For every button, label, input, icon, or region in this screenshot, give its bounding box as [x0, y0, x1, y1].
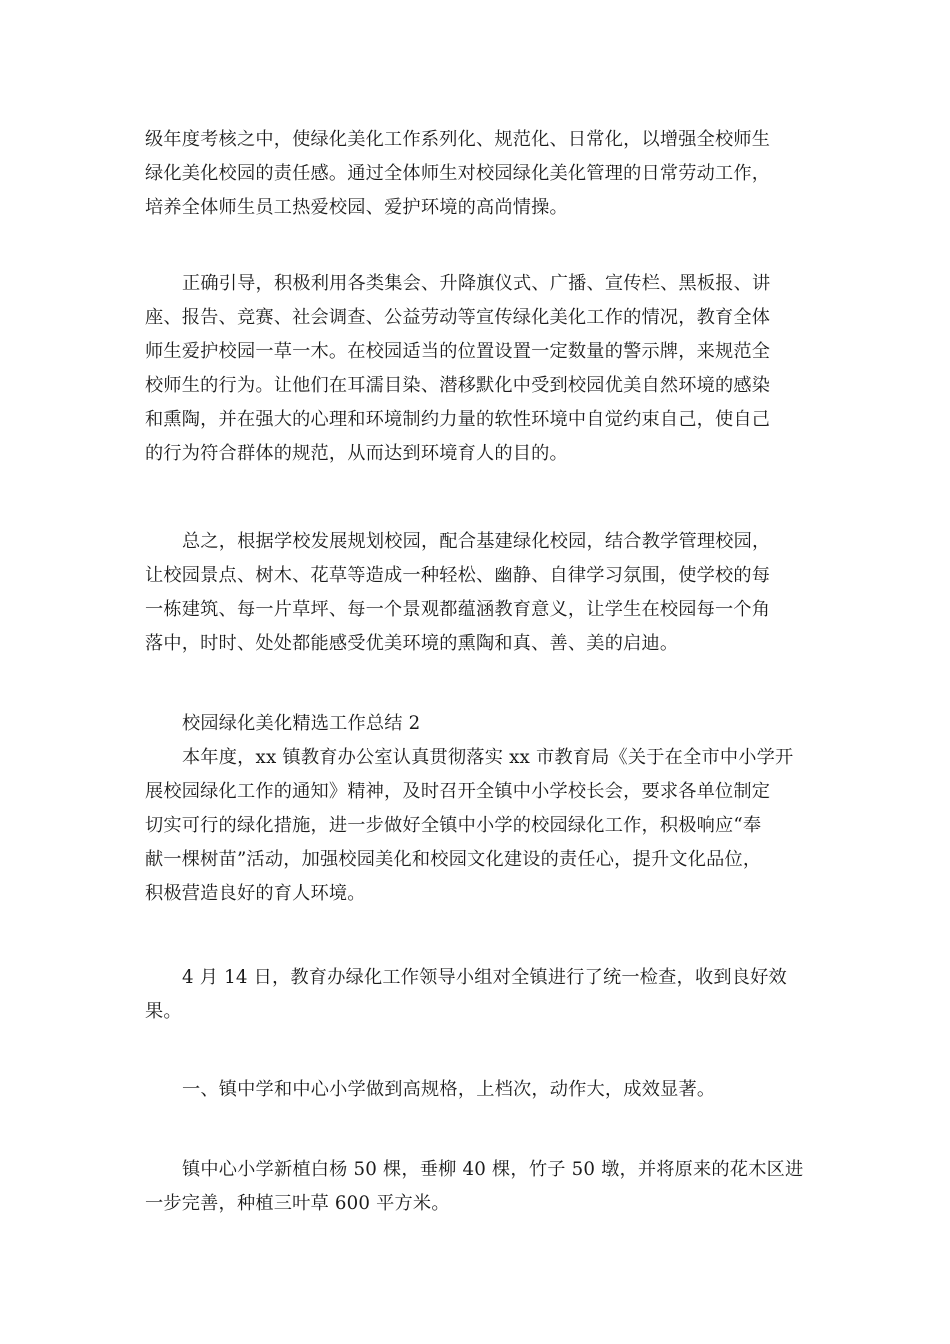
text-line: 献一棵树苗”活动，加强校园美化和校园文化建设的责任心，提升文化品位， [145, 849, 762, 870]
text-line: 正确引导，积极利用各类集会、升降旗仪式、广播、宣传栏、黑板报、讲 [182, 273, 771, 294]
text-line: 师生爱护校园一草一木。在校园适当的位置设置一定数量的警示牌，来规范全 [145, 341, 771, 362]
text-line: 培养全体师生员工热爱校园、爱护环境的高尚情操。 [145, 197, 568, 218]
text-line: 一、镇中学和中心小学做到高规格，上档次，动作大，成效显著。 [182, 1079, 716, 1100]
text-line: 一步完善，种植三叶草 600 平方米。 [145, 1193, 450, 1214]
text-line: 的行为符合群体的规范，从而达到环境育人的目的。 [145, 443, 568, 464]
text-line: 镇中心小学新植白杨 50 棵，垂柳 40 棵，竹子 50 墩，并将原来的花木区进 [182, 1159, 804, 1180]
text-line: 总之，根据学校发展规划校园，配合基建绿化校园，结合教学管理校园， [182, 531, 771, 552]
text-line: 和熏陶，并在强大的心理和环境制约力量的软性环境中自觉约束自己，使自己 [145, 409, 771, 430]
text-line: 校师生的行为。让他们在耳濡目染、潜移默化中受到校园优美自然环境的感染 [145, 375, 771, 396]
text-line: 绿化美化校园的责任感。通过全体师生对校园绿化美化管理的日常劳动工作， [145, 163, 771, 184]
text-line: 积极营造良好的育人环境。 [145, 883, 366, 904]
text-line: 切实可行的绿化措施，进一步做好全镇中小学的校园绿化工作，积极响应“奉 [145, 815, 762, 836]
text-line: 本年度，xx 镇教育办公室认真贯彻落实 xx 市教育局《关于在全市中小学开 [182, 747, 794, 768]
text-line: 果。 [145, 1001, 182, 1022]
text-line: 展校园绿化工作的通知》精神，及时召开全镇中小学校长会，要求各单位制定 [145, 781, 771, 802]
text-line: 落中，时时、处处都能感受优美环境的熏陶和真、善、美的启迪。 [145, 633, 679, 654]
text-line: 让校园景点、树木、花草等造成一种轻松、幽静、自律学习氛围，使学校的每 [145, 565, 771, 586]
text-line: 4 月 14 日，教育办绿化工作领导小组对全镇进行了统一检查，收到良好效 [182, 967, 787, 988]
text-line: 级年度考核之中，使绿化美化工作系列化、规范化、日常化，以增强全校师生 [145, 129, 771, 150]
text-line: 一栋建筑、每一片草坪、每一个景观都蕴涵教育意义，让学生在校园每一个角 [145, 599, 771, 620]
text-line: 座、报告、竞赛、社会调查、公益劳动等宣传绿化美化工作的情况，教育全体 [145, 307, 771, 328]
section-heading: 校园绿化美化精选工作总结 2 [182, 713, 421, 734]
